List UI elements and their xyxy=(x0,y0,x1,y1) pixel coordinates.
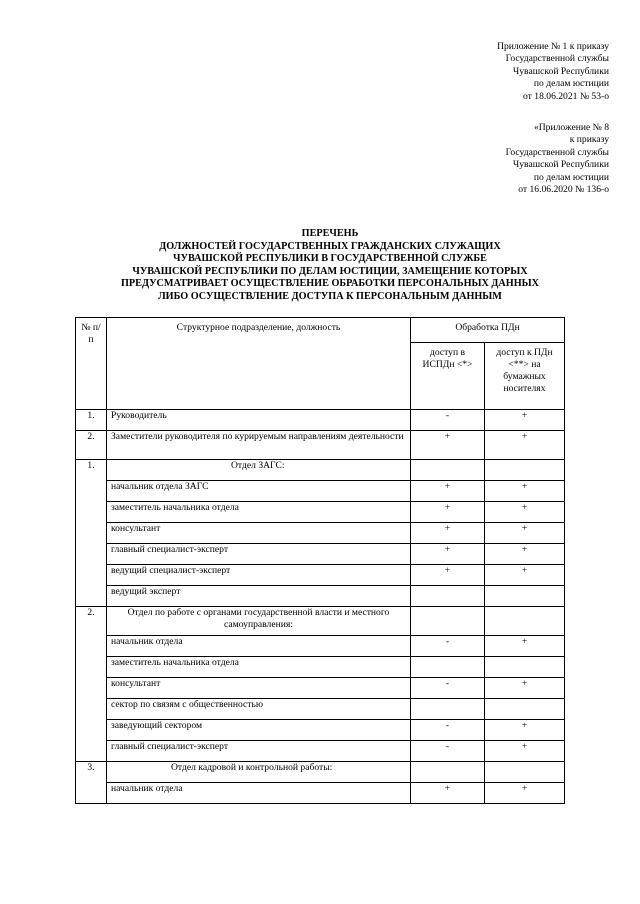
header-number: № п/п xyxy=(76,318,107,410)
row-position: Заместители руководителя по курируемым направлениям деятельности xyxy=(107,431,411,460)
empty-cell xyxy=(411,657,485,678)
table-row xyxy=(76,741,565,762)
appendix-8-line: «Приложение № 8 xyxy=(533,122,609,133)
department-row xyxy=(76,762,565,783)
table-row xyxy=(76,544,565,565)
row-ispdn-access: - xyxy=(411,720,485,741)
row-position: начальник отдела xyxy=(107,636,411,657)
department-title xyxy=(107,460,411,481)
appendix-8-line: к приказу xyxy=(569,134,609,146)
appendix-1-line: Государственной службы xyxy=(505,53,609,65)
empty-cell xyxy=(485,657,565,678)
appendix-1-line: Чувашской Республики xyxy=(513,65,609,77)
table-header-row xyxy=(76,318,565,343)
row-position: начальник отдела xyxy=(107,783,411,804)
title-line: ПЕРЕЧЕНЬ xyxy=(301,228,359,239)
row-ispdn-access: + xyxy=(411,544,485,565)
title-line: ЧУВАШСКОЙ РЕСПУБЛИКИ ПО ДЕЛАМ ЮСТИЦИИ, ЗАМЕЩЕНИЕ КОТОРЫХ xyxy=(132,265,528,277)
department-number: 2. xyxy=(76,607,107,762)
row-ispdn-access: + xyxy=(411,481,485,502)
row-paper-access: + xyxy=(485,678,565,699)
table-row xyxy=(76,481,565,502)
appendix-1-line: от 18.06.2021 № 53-о xyxy=(523,90,609,102)
row-ispdn-access: - xyxy=(411,678,485,699)
empty-cell xyxy=(485,586,565,607)
appendix-8-line: Государственной службы xyxy=(505,146,609,158)
department-title: Отдел по работе с органами государственной власти и местного самоуправления: xyxy=(107,607,411,636)
table-row xyxy=(76,699,565,720)
department-title xyxy=(107,762,411,783)
header-pd-processing: Обработка ПДн xyxy=(411,318,565,343)
department-title-text: Отдел ЗАГС: xyxy=(231,460,285,471)
title-line: ЧУВАШСКОЙ РЕСПУБЛИКИ В ГОСУДАРСТВЕННОЙ СЛУЖБЕ xyxy=(173,253,487,264)
appendix-1-line: Приложение № 1 к приказу xyxy=(497,41,609,52)
row-position: заместитель начальника отдела xyxy=(107,502,411,523)
department-title-text: Отдел кадровой и контрольной работы: xyxy=(171,762,333,773)
row-paper-access: + xyxy=(485,544,565,565)
table-row xyxy=(76,720,565,741)
title-line: ЛИБО ОСУЩЕСТВЛЕНИЕ ДОСТУПА К ПЕРСОНАЛЬНЫМ ДАННЫМ xyxy=(158,290,502,302)
row-paper-access: + xyxy=(485,720,565,741)
appendix-1-line: по делам юстиции xyxy=(533,78,609,90)
empty-cell xyxy=(411,460,485,481)
row-ispdn-access: + xyxy=(411,502,485,523)
document-title xyxy=(70,228,590,303)
row-paper-access: + xyxy=(485,523,565,544)
title-line: ДОЛЖНОСТЕЙ ГОСУДАРСТВЕННЫХ ГРАЖДАНСКИХ СЛУЖАЩИХ xyxy=(159,240,501,252)
row-ispdn-access: + xyxy=(411,523,485,544)
positions-table xyxy=(75,317,565,804)
header-ispdn-access: доступ в ИСПДн <*> xyxy=(411,343,485,410)
row-position: начальник отдела ЗАГС xyxy=(107,481,411,502)
row-ispdn-access: - xyxy=(411,741,485,762)
row-paper-access: + xyxy=(485,783,565,804)
row-ispdn-access: - xyxy=(411,410,485,431)
row-position: ведущий специалист-эксперт xyxy=(107,565,411,586)
table-row xyxy=(76,565,565,586)
row-position: заместитель начальника отдела xyxy=(107,657,411,678)
row-ispdn-access: + xyxy=(411,565,485,586)
table-row xyxy=(76,678,565,699)
appendix-8-line: по делам юстиции xyxy=(533,171,609,183)
title-line: ПРЕДУСМАТРИВАЕТ ОСУЩЕСТВЛЕНИЕ ОБРАБОТКИ ПЕРСОНАЛЬНЫХ ДАННЫХ xyxy=(121,278,539,289)
table-row xyxy=(76,636,565,657)
row-position: консультант xyxy=(107,678,411,699)
appendix-8-line: Чувашской Республики xyxy=(513,159,609,171)
department-number: 1. xyxy=(76,460,107,607)
table-row xyxy=(76,410,565,431)
table-row xyxy=(76,783,565,804)
empty-cell xyxy=(485,607,565,636)
empty-cell xyxy=(411,699,485,720)
row-ispdn-access: + xyxy=(411,431,485,460)
row-paper-access: + xyxy=(485,565,565,586)
row-number: 2. xyxy=(76,431,107,460)
table-row xyxy=(76,523,565,544)
row-position: ведущий эксперт xyxy=(107,586,411,607)
header-paper-access: доступ к ПДн <**> на бумажных носителях xyxy=(485,343,565,410)
department-row xyxy=(76,460,565,481)
row-position: Руководитель xyxy=(107,410,411,431)
row-position: консультант xyxy=(107,523,411,544)
department-row xyxy=(76,607,565,636)
appendix-8-reference xyxy=(506,122,609,196)
row-ispdn-access: + xyxy=(411,783,485,804)
row-paper-access: + xyxy=(485,636,565,657)
row-paper-access: + xyxy=(485,741,565,762)
row-position: главный специалист-эксперт xyxy=(107,741,411,762)
appendix-1-reference xyxy=(497,41,609,103)
row-position: заведующий сектором xyxy=(107,720,411,741)
row-position: главный специалист-эксперт xyxy=(107,544,411,565)
table-row xyxy=(76,502,565,523)
row-position: сектор по связям с общественностью xyxy=(107,699,411,720)
row-paper-access: + xyxy=(485,410,565,431)
header-position: Структурное подразделение, должность xyxy=(107,318,411,410)
department-number: 3. xyxy=(76,762,107,804)
empty-cell xyxy=(411,762,485,783)
row-paper-access: + xyxy=(485,481,565,502)
table-row xyxy=(76,657,565,678)
empty-cell xyxy=(411,607,485,636)
row-paper-access: + xyxy=(485,431,565,460)
empty-cell xyxy=(485,460,565,481)
empty-cell xyxy=(485,699,565,720)
appendix-8-line: от 16.06.2020 № 136-о xyxy=(518,184,609,196)
empty-cell xyxy=(485,762,565,783)
empty-cell xyxy=(411,586,485,607)
row-paper-access: + xyxy=(485,502,565,523)
table-row xyxy=(76,431,565,460)
row-number: 1. xyxy=(76,410,107,431)
table-row xyxy=(76,586,565,607)
row-ispdn-access: - xyxy=(411,636,485,657)
